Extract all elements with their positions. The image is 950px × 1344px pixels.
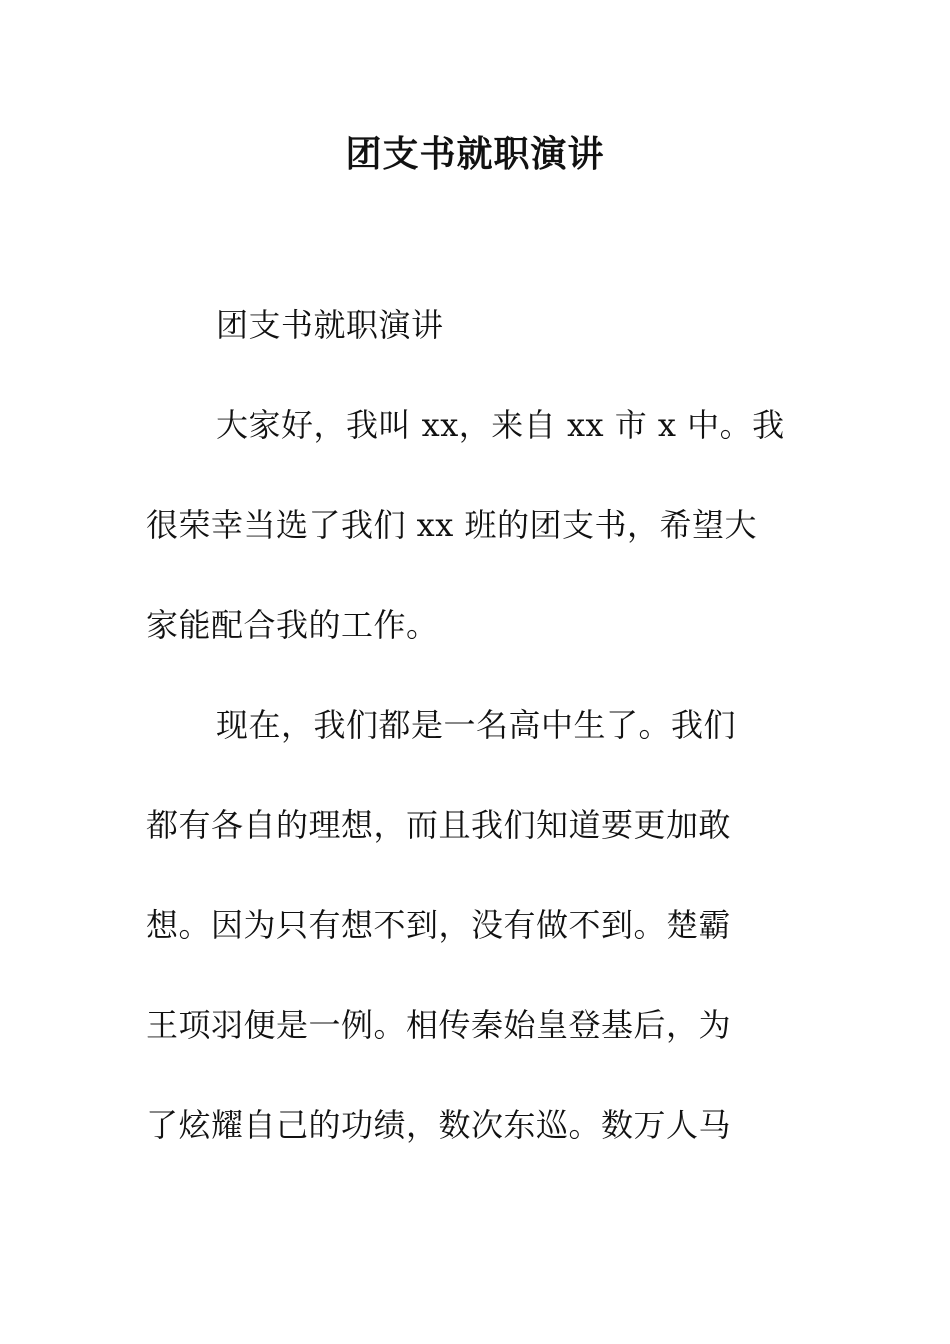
document-body: [146, 294, 806, 1194]
paragraph-line: 大家好，我叫 xx，来自 xx 市 x 中。我: [216, 406, 785, 444]
paragraph-line: 很荣幸当选了我们 xx 班的团支书，希望大: [146, 506, 757, 544]
paragraph-heading-line: 团支书就职演讲: [216, 306, 444, 344]
paragraph-line: 家能配合我的工作。: [146, 606, 439, 644]
paragraph-line: 都有各自的理想，而且我们知道要更加敢: [146, 806, 732, 844]
document-title: 团支书就职演讲: [345, 133, 605, 175]
paragraph-line: 想。因为只有想不到，没有做不到。楚霸: [146, 906, 732, 944]
paragraph-line: 了炫耀自己的功绩，数次东巡。数万人马: [146, 1106, 732, 1144]
paragraph-line: 王项羽便是一例。相传秦始皇登基后，为: [146, 1006, 732, 1044]
paragraph-line: 现在，我们都是一名高中生了。我们: [216, 706, 737, 744]
